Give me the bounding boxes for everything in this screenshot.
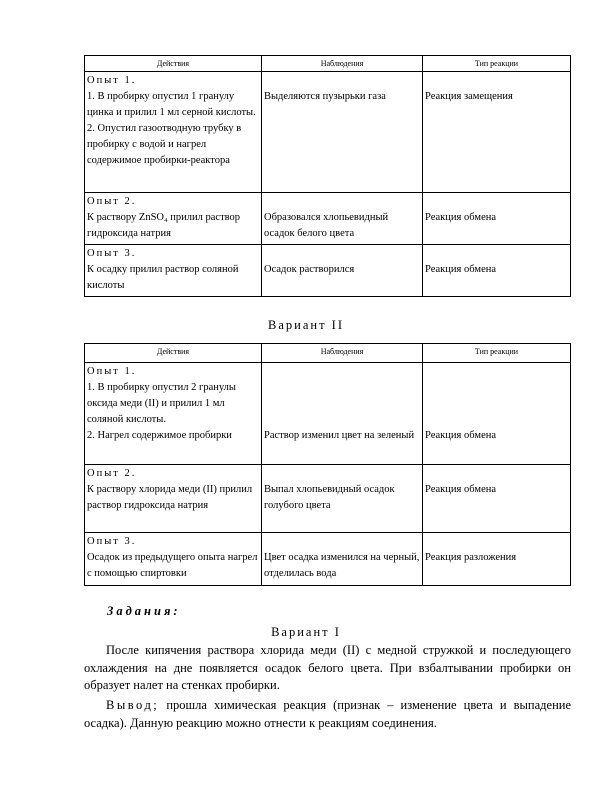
variant2-table xyxy=(84,343,571,586)
observation-cell: Образовался хлопьевидный осадок белого цвета xyxy=(262,193,423,245)
table-row xyxy=(85,245,571,297)
experiment-label: Опыт 1. xyxy=(87,75,137,86)
action-cell xyxy=(85,245,262,297)
variant2-title: Вариант II xyxy=(268,318,344,332)
conclusion-paragraph xyxy=(84,697,571,732)
action-text: 1. В пробирку опустил 2 гранулы оксида меди (II) и прилил 1 мл соляной кислоты. 2. Нагрел содержимое пробирки xyxy=(87,382,236,441)
action-cell xyxy=(85,363,262,465)
action-text: К раствору хлорида меди (II) прилил раствор гидроксида натрия xyxy=(87,484,253,511)
header-observations: Наблюдения xyxy=(262,56,423,72)
action-text: К раствору ZnSO₄ прилил раствор гидроксида натрия xyxy=(87,212,241,239)
observation-cell: Выпал хлопьевидный осадок голубого цвета xyxy=(262,465,423,533)
header-reaction-type: Тип реакции xyxy=(423,344,571,363)
observation-cell: Выделяются пузырьки газа xyxy=(262,72,423,193)
action-cell xyxy=(85,533,262,586)
experiment-label: Опыт 3. xyxy=(87,536,137,547)
table-row xyxy=(85,465,571,533)
table-header-row xyxy=(85,344,571,363)
observation-text: Раствор изменил цвет на зеленый xyxy=(264,430,415,441)
experiment-label: Опыт 3. xyxy=(87,248,137,259)
variant1-table xyxy=(84,55,571,297)
reaction-type-cell: Реакция обмена xyxy=(423,193,571,245)
task-paragraph: После кипячения раствора хлорида меди (II) с медной стружкой и последующего охлаждения на дне появляется осадок белого цвета. При взбалтывании пробирки он образует налет на стенках пробирки. xyxy=(84,643,571,692)
conclusion-text: прошла химическая реакция (признак – изменение цвета и выпадение осадка). Данную реакцию можно отнести к реакциям соединения. xyxy=(84,698,571,730)
conclusion-lead: Вывод; xyxy=(106,698,160,712)
tasks-heading: Задания: xyxy=(107,604,181,618)
table-header-row xyxy=(85,56,571,72)
table-row xyxy=(85,72,571,193)
action-cell xyxy=(85,72,262,193)
action-cell xyxy=(85,465,262,533)
reaction-type-cell: Реакция обмена xyxy=(423,465,571,533)
action-cell xyxy=(85,193,262,245)
reaction-type-cell: Реакция замещения xyxy=(423,72,571,193)
reaction-type-text: Реакция обмена xyxy=(425,430,497,441)
action-text: 1. В пробирку опустил 1 гранулу цинка и прилил 1 мл серной кислоты. 2. Опустил газоотводную трубку в пробирку с водой и нагрел содержимое пробирки-реактора xyxy=(87,91,256,166)
experiment-label: Опыт 1. xyxy=(87,366,137,377)
header-observations: Наблюдения xyxy=(262,344,423,363)
header-actions: Действия xyxy=(85,344,262,363)
experiment-label: Опыт 2. xyxy=(87,468,137,479)
table-row xyxy=(85,533,571,586)
observation-cell xyxy=(262,363,423,465)
header-reaction-type: Тип реакции xyxy=(423,56,571,72)
reaction-type-cell: Реакция разложения xyxy=(423,533,571,586)
table-row xyxy=(85,363,571,465)
reaction-type-cell xyxy=(423,363,571,465)
observation-cell: Цвет осадка изменился на черный, отделилась вода xyxy=(262,533,423,586)
experiment-label: Опыт 2. xyxy=(87,196,137,207)
observation-cell: Осадок растворился xyxy=(262,245,423,297)
header-actions: Действия xyxy=(85,56,262,72)
variant1-title: Вариант I xyxy=(271,625,341,639)
reaction-type-cell: Реакция обмена xyxy=(423,245,571,297)
action-text: К осадку прилил раствор соляной кислоты xyxy=(87,264,239,291)
table-row xyxy=(85,193,571,245)
action-text: Осадок из предыдущего опыта нагрел с помощью спиртовки xyxy=(87,552,258,579)
